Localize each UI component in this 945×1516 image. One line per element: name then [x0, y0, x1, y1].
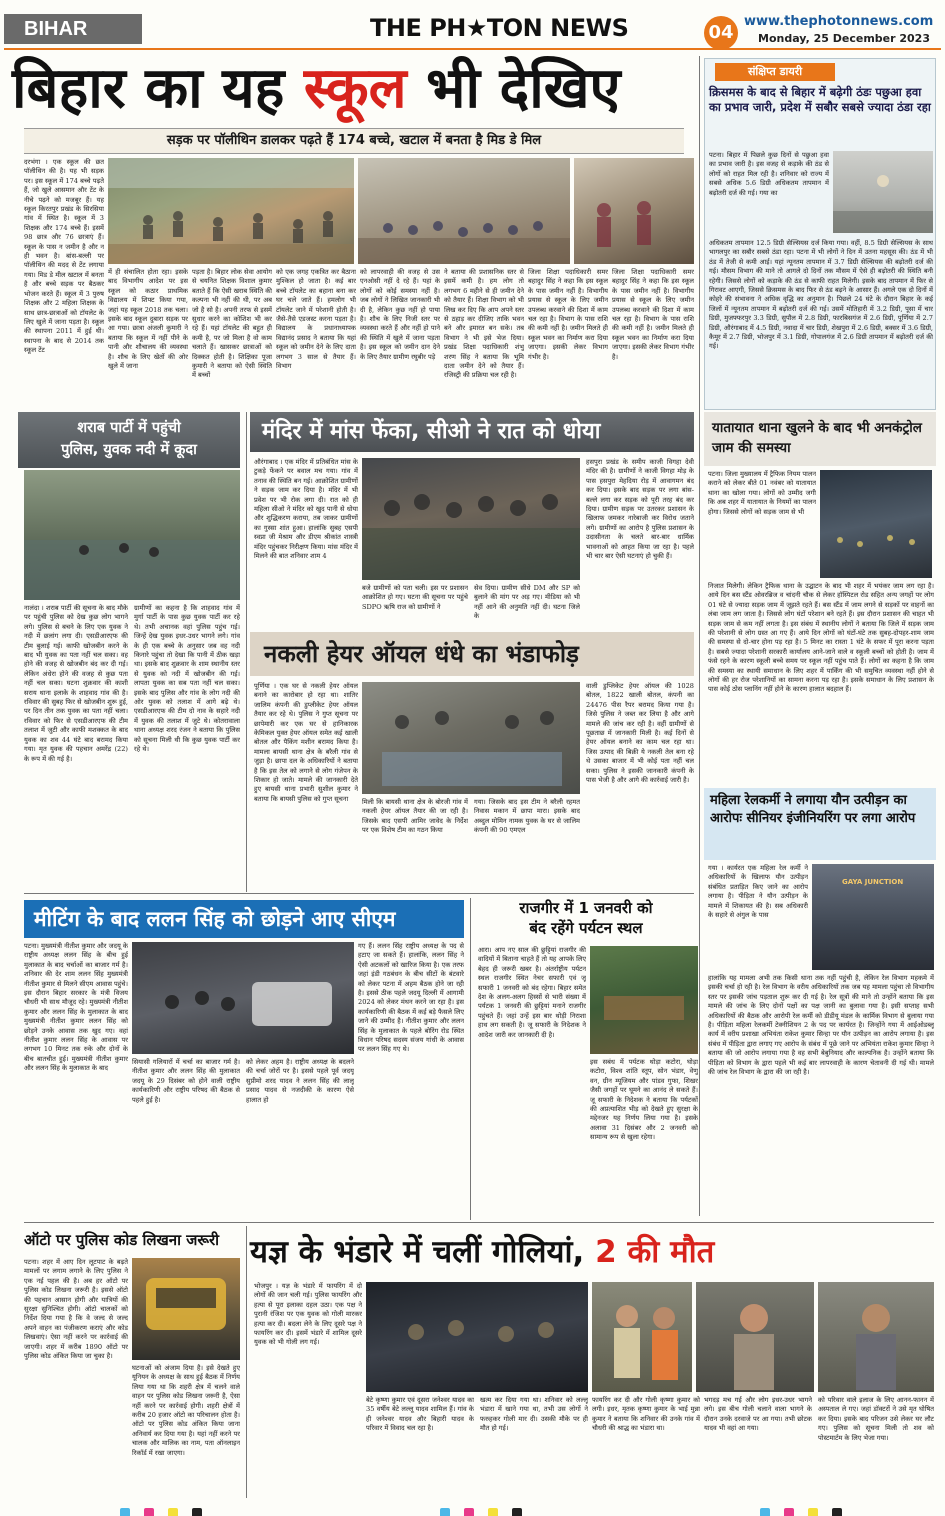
yagya-col4: फायरिंग कर दी और गोली कृष्णा कुमार को लगी। इधर, मृतक कृष्णा कुमार के भाई मुन्ना कुमार ने बताया कि शनिवार की उनके गांव में चौधरी की श्राद्ध का भंडारा था। — [592, 1396, 700, 1433]
black-swatch — [192, 1508, 202, 1516]
lalan-col1: पटना। मुख्यमंत्री नीतीश कुमार और जदयू के राष्ट्रीय अध्यक्ष ललन सिंह के बीच हुई मुलाकात के बाद चर्चाओं का बाजार गर्म है। शनिवार की देर शाम ललन सिंह मुख्यमंत्री नीतीश कुमार से मिलने सीएम आवास पहुंचे। इस दौरान बिहार सरकार के मंत्री विजय चौधरी भी साथ मौजूद रहे। मुख्यमंत्री नीतीश कुमार और ललन सिंह के मुलाकात के बाद मुख्यमंत्री नीतीश कुमार ललन सिंह को छोड़ने उनके आवास तक खुद गए। वहां नीतीश कुमार ललन सिंह के आवास पर लगभग 10 मिनट तक रुके और दोनों के बीच बातचीत हुई। मुख्यमंत्री नीतीश कुमार और ललन सिंह के मुलाकात के बाद — [24, 942, 128, 1073]
lalan-headline-box — [24, 900, 464, 938]
cm-convoy-photo-graphic — [132, 942, 354, 1054]
accused-photo-3-graphic — [818, 1282, 934, 1392]
column-rule-right — [699, 56, 700, 1216]
hair-oil-raid-photo-graphic — [362, 682, 580, 794]
row-rule — [24, 893, 694, 894]
issue-date: Monday, 25 December 2023 — [758, 32, 930, 45]
auto-col2: घटनाओं को अंजाम दिया है। इसे देखते हुए यूनियन के अध्यक्ष के साथ हुई बैठक में निर्णय लिया गया था कि शहरी क्षेत्र में चलने वाले वाहन पर पुलिस कोड लिखना जरूरी है, ऐसा नहीं करने पर कार्रवाई होगी। शहरी क्षेत्रों में करीब 20 हजार ऑटो का परिचालन होता है। ऑटो पर पुलिस कोड अंकित किया जाना अनिवार्य कर दिया गया है। यहां नहीं करने पर चालक और मालिक का नाम, पता ऑनलाइन रिकॉर्ड में रखा जाएगा। — [132, 1364, 240, 1457]
auto-headline: ऑटो पर पुलिस कोड लिखना जरूरी — [24, 1231, 220, 1249]
rajgir-col1: आरा। आप नए साल की छुट्टियां राजगीर की वादियों में बिताना चाहते हैं तो यह आपके लिए बेहद ही जरूरी खबर है। अंतर्राष्ट्रीय पर्यटन स्थल राजगीर स्थित नेचर सफारी एवं जू सफारी 1 जनवरी को बंद रहेगा। बिहार समेत देश के अलग-अलग हिस्सों से भारी संख्या में पर्यटक 1 जनवरी की छुट्टियां मनाने राजगीर पहुंचते हैं। जहां उन्हें इस बार थोड़ी निराशा हाथ लग सकती है। जू सफारी के निदेशक ने आदेश जारी कर जानकारी दी है। — [478, 946, 586, 1039]
rajgir-headline-box — [474, 898, 698, 942]
auto-rickshaw-photo — [132, 1258, 240, 1360]
print-registration-marks — [120, 1503, 216, 1516]
traffic-text-1: पटना। जिला मुख्यालय में ट्रैफिक नियम पालन कराने को लेकर बीते 01 नवंबर को यातायात थाना का खोला गया। लोगों को उम्मीद जगी कि अब शहर में यातायात के नियमों का पालन होगा। जिससे लोगों को सड़क जाम से भी — [708, 470, 816, 516]
rajgir-headline-line2: बंद रहेंगे पर्यटन स्थल — [529, 919, 643, 937]
diary-headline: क्रिसमस के बाद से बिहार में बढ़ेगी ठंडः पछुआ हवा का प्रभाव जारी, प्रदेश में सबौर सबसे ज्यादा ठंडा रहा — [709, 85, 931, 114]
mandir-headline: मंदिर में मांस फेंका, सीओ ने रात को धोया — [262, 419, 601, 444]
mandir-col3: सेव दिया। ग्रामीण सीधे DM और SP को बुलाने की मांग पर अड़ गए। मीडिया को भी नहीं आने की अनुमति नहीं दी। घटना जिले के — [474, 584, 580, 621]
rajgir-headline-line1: राजगीर में 1 जनवरी को — [519, 899, 653, 917]
magenta-swatch-3 — [784, 1508, 794, 1516]
river-photo-graphic — [24, 470, 240, 600]
mandir-headline-box — [250, 412, 694, 452]
auto-headline-box — [24, 1226, 240, 1254]
night-police-photo-graphic — [366, 1282, 588, 1392]
traffic-jam-photo-graphic — [820, 470, 932, 578]
lalan-col2: सियासी गलियारों में चर्चा का बाजार गर्म है। नीतीश कुमार और ललन सिंह की मुलाकात जदयू के 29 दिसंबर को होने वाली राष्ट्रीय कार्यकारिणी और राष्ट्रीय परिषद की बैठक से पहले हुई है। — [132, 1058, 240, 1104]
main-subhead-bar — [24, 128, 684, 154]
accused-photo-1 — [592, 1282, 692, 1392]
railway-headline: महिला रेलकर्मी ने लगाया यौन उत्पीड़न का आरोपः सीनियर इंजीनियरिंग पर लगा आरोप — [710, 793, 916, 826]
nature-safari-photo-graphic — [590, 946, 698, 1054]
black-swatch-3 — [832, 1508, 842, 1516]
yagya-headline-highlight: 2 की मौत — [595, 1234, 715, 1270]
gaya-junction-sign: GAYA JUNCTION — [842, 878, 904, 886]
row-rule-2 — [24, 1222, 934, 1223]
hair-oil-col2: मिली कि बायसी थाना क्षेत्र के बोरजी गांव में नकली हेयर ऑयल तैयार की जा रही है। जिसके बाद एसपी आमिर जावेद के निर्देश पर एक विशेष टीम का गठन किया — [362, 798, 468, 835]
hair-oil-raid-photo — [362, 682, 580, 794]
railway-text-2: हालांकि यह मामला अभी तक किसी थाना तक नहीं पहुंची है, लेकिन रेल विभाग महकमे में इसकी चर्चा हो रही है। रेल विभाग के वरीय अधिकारियों तक जब यह मामला पहुंचा तो विभागीय स्तर पर इसकी जांच पड़ताल शुरू कर दी गई है। रेल सूत्रों की माने तो उन्होंने बताया कि इस मामले की जांच के लिए दोनों पक्षों का पक्ष जानी का बुलावा गया है। इसी सप्ताह सभी अधिकारियों की बैठक और आरोपी रेल कर्मी को डीडीयू मंडल के कार्मिक विभाग से बुलाया गया है। पीड़िता महिला रेलकर्मी टेक्नीशियन 2 के पद पर कार्यरत है। जिन्होंने गया में आईओडब्लू कार्य में वरीय प्रशाखा अभियंता राकेश कुमार सिन्हा पर यौन उत्पीड़न का आरोप लगाया है। इस संबंध में पीड़िता द्वारा लगाए गए आरोप के संबंध में पूछे जाने पर अभियंता राकेश कुमार सिन्हा ने बताया की जो आरोप लगाया गया है वह सभी बेबुनियाद और काल्पनिक है। उन्होंने बताया कि पीड़िता को विभाग के द्वारा पहले भी कई बार लापरवाही के कारण चेतावनी दी गई थी। मामले की जांच रेल विभाग के द्वारा की जा रही है। — [708, 974, 934, 1077]
auto-rickshaw-photo-graphic — [132, 1258, 240, 1360]
main-headline-highlight: स्कूल — [303, 56, 407, 121]
yellow-swatch-3 — [808, 1508, 818, 1516]
traffic-headline: यातायात थाना खुलने के बाद भी अनकंट्रोल जाम की समस्या — [712, 420, 922, 456]
traffic-headline-box — [704, 412, 936, 466]
yagya-col5: भगदड़ मच गई और लोग इधर-उधर भागने लगे। इस बीच गोली चलाने वाला भागने के दौरान उनके दरवाजे पर आ गया। तभी छोटक यादव भी वहां आ गया। — [704, 1396, 812, 1433]
school-photo-2 — [358, 158, 570, 264]
accused-photo-2 — [696, 1282, 814, 1392]
sharab-headline-line1: शराब पार्टी में पहुंची — [77, 420, 181, 436]
header-rule — [4, 48, 941, 50]
diary-text-1: पटना। बिहार में पिछले कुछ दिनों से पछुआ हवा का प्रभाव जारी है। इस वजह से कड़ाके की ठंड से लोगों को राहत मिल रही है। शनिवार को राज्य में सबसे अधिक 5.6 डिग्री अधिकतम तापमान में बढ़ोतरी दर्ज की गई। गया का — [709, 151, 829, 197]
main-subhead: सड़क पर पॉलीथिन डालकर पढ़ते हैं 174 बच्चे, खटाल में बनता है मिड डे मिल — [166, 133, 542, 148]
sharab-headline-line2: पुलिस, युवक नदी में कूदा — [61, 442, 197, 458]
magenta-swatch-2 — [464, 1508, 474, 1516]
sharab-col2: ग्रामीणों का कहना है कि शाहवाद गांव में मुर्गा पार्टी के पास कुछ युवक पार्टी कर रहे थे। तभी अचानक वहां पुलिस पहुंच गई। जिन्हें देख युवक इधर-उधर भागने लगे। गांव के ही एक बच्चे के अनुसार जब वह नदी किनारे पहुंचा तो देखा कि पानी में ठीक खड़ा था। इसके बाद शुक्रवार के शाम स्थानीय स्तर से युवक को नदी में खोजबीन की गई। लापता युवक का सब पता नहीं चल सका। इसके बाद पुलिस और गांव के लोग नदी की ओर युवक को तलाश में आगे बढ़े थे। एसडीआरएफ की टीम दो नाव के सहारे नदी में युवक की तलाश में जुटे थे। कोतरावाला थाना अध्यक्ष शरद रंजन ने बताया कि पुलिस को सूचना मिली थी कि कुछ युवक पार्टी कर रहे थे। — [134, 604, 240, 754]
main-story-col3: पड़ता है। बिहार लोक सेवा आयोग से चयनित शिक्षक विशाल कुमार बताते हैं कि ऐसी खराब स्थिति की कल्पना भी नहीं की थी, पर अब जो है सो है। अपनी तरफ से इसमें सुधार करने का कोशिश भी कर रहे हैं। यहां टॉयलेट की बहुत ही कमी है, पर जो मिला है वो काम चलाते हैं। खासकर छात्राओं को दिक्कत होती है। शिक्षिका पूजा कुमारी ने बताया को ऐसी स्थिति में बच्चों — [192, 268, 272, 380]
main-story-col6: ने बताया की प्रशासनिक स्तर से इसमें कमी है। हम लोग तो लगभग 6 महीने से ही जमीन देने को तैयार हैं। शिक्षा विभाग को भी लिख कर दिए कि आप अपने स्तर से ठहाड़ कर दीजिए ताकि भवन बने और इमारत बन सके। तब विभाग ने भी इसे भेज दिया। प्रखंड शिक्षा पदाधिकारी शंभु शरण सिंह ने बताया कि भूमि दाता जमीन देने को तैयार हैं। रजिस्ट्री की प्रक्रिया चल रही है। — [444, 268, 524, 380]
river-photo — [24, 470, 240, 600]
newspaper-logo: THE PH★TON NEWS — [370, 14, 629, 42]
yagya-col2: बेटे कृष्णा कुमार एवं दूसरा जनेश्वर यादव का 35 वर्षीय बेटे लल्लू यादव शामिल हैं। गांव के ही जनेश्वर यादव और बिहारी यादव के परिवार में विवाद चल रहा है। — [366, 1396, 474, 1433]
main-story-col1: दरभंगा । एक स्कूल की छत पॉलीथिन की है। यह भी सड़क पर। इस स्कूल में 174 बच्चे पढ़ते हैं, जो खुले आसमान और टेंट के नीचे पढ़ने को मजबूर हैं। यह स्कूल किरतपुर प्रखंड के सिरसिया गांव में स्थित है। स्कूल में 3 शिक्षक और 174 बच्चे हैं। इसमें 98 छात्र और 76 छात्राएं हैं। स्कूल के पास न जमीन है और न ही भवन है। बांस-बल्ली पर पॉलीथिन की मदद से टेंट लगाया गया। मिड डे मील खटाल में बनता है और बच्चे सड़क पर बैठकर भोजन करते हैं। स्कूल में 3 पुरुष शिक्षक और 2 महिला शिक्षक के साथ छात्र-छात्राओं को टॉयलेट के लिए खुले में जाना पड़ता है। स्कूल की स्थापना 2011 में हुई थी। स्थापना के बाद से 2014 तक स्कूल टेंट — [24, 158, 104, 355]
rajgir-col2: इस सबंध में पर्यटक थोड़ा कटोरा, घोड़ा कटोरा, विश्व शांति स्तूप, सोन भंडार, वेणु वन, ग्रीन म्यूजियम और पांडव गुफा, शिखर जैसी जगहों पर घूमने का आनंद ले सकते हैं। जू सफारी के निदेशक ने बताया कि पर्यटकों की अप्रत्याशित भीड़ को देखते हुए सुरक्षा के मद्देनजर यह निर्णय लिया गया है। इसके अलावा 31 दिसंबर और 2 जनवरी को सामान्य रूप से खुला रहेगा। — [590, 1058, 698, 1142]
school-photo-1 — [108, 158, 354, 264]
accused-photo-3 — [818, 1282, 934, 1392]
page-number-badge: 04 — [704, 16, 738, 50]
cyan-swatch-3 — [760, 1508, 770, 1516]
magenta-swatch — [144, 1508, 154, 1516]
main-story-col7: जिला शिक्षा पदाधिकारी समर बहादुर सिंह ने कहा कि इस स्कूल के पास जमीन नहीं है। विभागीय प्रयास से स्कूल के लिए जमीन उपलब्ध करवाने की दिशा में काम चल रहा है। विभाग के पास राशि की कमी नहीं है। जमीन मिलते ही स्कूल भवन का निर्माण करा दिया जाएगा। इसकी लेकर विभाग गंभीर है। — [528, 268, 608, 361]
masthead — [0, 0, 945, 52]
temple-crowd-photo — [362, 458, 580, 580]
temple-crowd-photo-graphic — [362, 458, 580, 580]
yagya-headline-part1: यज्ञ के भंडारे में चलीं गोलियां, — [250, 1234, 596, 1270]
gaya-junction-photo — [812, 864, 934, 970]
yagya-col1: भोजपुर । यज्ञ के भंडारे में फायरिंग में दो लोगों की जान चली गई। पुलिस फायरिंग और हत्या से पूरा इलाका दहल उठा। एक पक्ष ने पुरानी रंजिश पर एक युवक को गोली मारकर हत्या कर दी। बदला लेने के लिए दूसरे पक्ष ने फायरिंग कर दी। इसमें भंडारे में शामिल दूसरे युवक को भी गोली लग गई। — [254, 1282, 362, 1347]
column-rule-bottom — [246, 1226, 247, 1498]
mandir-col2: बजे ग्रामीणों को पता चली। इस पर प्रशासन आक्रोशित हो गए। घटना की सूचना पर पहुंचे SDPO ऋषि राज को ग्रामीणों ने — [362, 584, 468, 611]
railway-text-1: गया । कार्यरत एक महिला रेल कर्मी ने अधिकारियों के खिलाफ यौन उत्पीड़न संबंधित प्रताड़ित किए जाने का आरोप लगाया है। पीड़िता ने यौन उत्पीड़न के मामले में शिकायत की है। सब अधिकारी के सहारे से अंगुल के पास — [708, 864, 808, 920]
cyan-swatch-2 — [440, 1508, 450, 1516]
main-headline-part3: भी देखिए — [406, 56, 621, 121]
yellow-swatch-2 — [488, 1508, 498, 1516]
yellow-swatch — [168, 1508, 178, 1516]
mandir-col4: हसपुरा प्रखंड के समीप काजी विगहा देवी मंदिर की है। ग्रामीणों ने काजी विगहा मोड़ के पास हसपुरा मेहदिया रोड़ में आवागमन बंद कर दिया। इसके बाद सड़क पर लगा बांस-बल्ले लगा कर सड़क को पूरी तरह बंद कर दिया। ग्रामीण सड़क पर उतरकर प्रशासन के खिलाफ जमकर नारेबाजी कर विरोध जताने लगे। ग्रामीणों का आरोप है पुलिस प्रशासन के उदासीनता के चलते बार-बार धार्मिक भावनाओं को आहत किया जा रहा है। पहले भी चार बार ऐसी घटनाएं हो चुकी हैं। — [586, 458, 694, 561]
yagya-col3: खत्म कर दिया गया था। शनिवार को लल्लू भंडारा में खाने गया था, तभी उस लोगों ने फरुहकर गोली मार दी। उसकी मौके पर ही मौत हो गई। — [480, 1396, 588, 1433]
main-story-col5: को लापरवाही की वजह से उस एनओसी नहीं दे रहे हैं। यहां के लोगों को कोई समस्या नहीं है। जब लोगों ने लिखित जानकारी भी दी है, लेकिन कुछ नहीं हो पाया है। शौच के लिए निजी स्तर पर व्यवस्था करते हैं और नहीं हो पाने की स्थिति में खुले में जाना पड़ता है। इस स्कूल को जमीन दान देने के लिए तैयार ग्रामीण रघुबीर पड़े — [360, 268, 440, 361]
auto-col1: पटना। शहर में आए दिन लूटपाट के बढ़ते मामलों पर लगाम लगाने के लिए पुलिस ने एक नई पहल की है। अब हर ऑटो पर पुलिस कोड लिखना जरूरी है। इससे ऑटो की पहचान आसान होगी और यात्रियों की सुरक्षा सुनिश्चित होगी। ऑटो चालकों को निर्देश दिया गया है कि वे जल्द से जल्द अपने वाहन का पंजीकरण कराएं और कोड लिखवाएं। ऐसा नहीं करने पर कार्रवाई की जाएगी। शहर में करीब 1890 ऑटो पर पुलिस कोड अंकित किया जा चुका है। — [24, 1258, 128, 1361]
column-rule-mid — [470, 898, 471, 1220]
main-headline — [12, 52, 702, 130]
print-registration-marks-2 — [440, 1503, 536, 1516]
yagya-col6: को परिवार वाले इलाज के लिए आनन-फानन में अस्पताल ले गए। जहां डॉक्टरों ने उसे मृत घोषित कर दिया। इसके बाद परिजन उसे लेकर घर लौट गए। पुलिस को सूचना मिली तो शव को पोस्टमार्टम के लिए भेजा गया। — [818, 1396, 934, 1442]
main-story-col4: को एक जगह एकत्रित कर बैठाना मुश्किल हो जाता है। कई बार बच्चे टॉयलेट का बहाना बना कर घर चले जाते हैं। हमलोग भी टॉयलेट जाने में परेशानी होती है। जैसे-तैसे एडजस्ट करना पड़ता है। विद्यालय के प्रधानाध्यापक विद्यानंद प्रसाद ने बताया कि यहां स्कूल को जमीन देने के लिए दाता लगभग 3 साल से तैयार हैं। विभाग — [276, 268, 356, 371]
hair-oil-headline-box — [250, 632, 694, 676]
cm-convoy-photo — [132, 942, 354, 1054]
traffic-jam-photo — [820, 470, 932, 578]
black-swatch-2 — [512, 1508, 522, 1516]
cyan-swatch — [120, 1508, 130, 1516]
diary-box — [704, 58, 936, 410]
diary-text-2: अधिकतम तापमान 12.5 डिग्री सेल्सियस दर्ज किया गया। वहीं, 8.5 डिग्री सेल्सियस के साथ भागलपुर का सबौर सबसे ठंडा रहा। पटना में भी लोगों ने दिन में उतना महसूस की। ठंड में भी ठंड में तेजी से कमी आई। यहां न्यूनतम तापमान में 3.7 डिग्री सेल्सियस की बढ़ोतरी दर्ज की गई। मौसम विभाग की माने तो आगले दो दिनों तक मौसम में ऐसे ही बढ़ोतरी की स्थिति बनी रहेगी। जिससे लोगों को कड़ाके की ठंड से काफी राहत मिलेगी। इसके बाद तापमान में फिर से गिरावट आएगी, जिससे क्रिसमस के बाद फिर से ठंड बढ़ने के आसार हैं। अगले एक दो दिनों में कोहरे की संभावना ने अधिक वृद्धि का अनुमान है। पिछले 24 घंटे के दौरान बिहार के कई जिलों में न्यूनतम तापमान में बढ़ोतरी दर्ज की गई। उसमें मोतिहारी में 3.2 डिग्री, पूसा में चार डिग्री, मुजफ्फरपुर 3.3 डिग्री, सुपौल में 2.8 डिग्री, फारबिसगंज में 2.6 डिग्री, पूर्णिया में 2.7 डिग्री, औरंगाबाद में 4.5 डिग्री, नवादा में चार डिग्री, शेखपुरा में 2.6 डिग्री, बक्सर में 3.6 डिग्री, कैमूर में 2.7 डिग्री, भोजपुर में 3.1 डिग्री, गोपालगंज में 2.6 डिग्री तापमान में बढ़ोतरी दर्ज की गई। — [709, 239, 933, 351]
school-photo-1-graphic — [108, 158, 354, 264]
print-registration-marks-3 — [760, 1503, 856, 1516]
hair-oil-col4: वाली डुप्लिकेट हेयर ऑयल की 1028 बोतल, 1822 खाली बोतल, कंपनी का 24476 पीस रैपर बरामद किया गया है। जिसे पुलिस ने जब्त कर लिया है और आगे मामले की जांच कर रही है। वहीं ग्रामीणों से पूछताछ में जानकारी मिली है। कई दिनों से हेयर ऑयल बनाने का काम चल रहा था। जिस उत्पाद की बिक्री ये नकली तेल बना रहे थे उसका बाजार में भी कोई पता नहीं चल सका। पुलिस ने इसकी जानकारी कंपनी के पास भेजी है और आगे की कार्रवाई जारी है। — [586, 682, 694, 785]
main-headline-part1: बिहार का यह — [12, 56, 304, 121]
fog-photo — [833, 151, 933, 233]
hair-oil-headline: नकली हेयर ऑयल धंधे का भंडाफोड़ — [264, 640, 579, 668]
railway-headline-box — [704, 788, 936, 860]
section-label: BIHAR — [24, 18, 88, 40]
accused-photo-2-graphic — [696, 1282, 814, 1392]
fog-photo-graphic — [833, 151, 933, 233]
nature-safari-photo — [590, 946, 698, 1054]
accused-photo-1-graphic — [592, 1282, 692, 1392]
column-rule — [246, 412, 247, 892]
main-story-col2: में ही संचालित होता रहा। इसके बाद विभागीय आदेश पर इस स्कूल को कठार प्राथमिक विद्यालय में शिफ्ट किया गया, जहां यह स्कूल 2018 तक चला। इसके बाद स्कूल दुबारा सड़क पर आ गया। छात्रा अंजली कुमारी ने बताया कि स्कूल में नहीं पीने के पानी और शौचालय की व्यवस्था है। शौच के लिए खेतों की ओर खुले में जाना — [108, 268, 188, 371]
sharab-col1: नालंदा । शराब पार्टी की सूचना के बाद मौके पर पहुंची पुलिस को देख कुछ लोग भागने लगे। पुलिस से बचने के लिए एक युवक ने नदी में छलांग लगा दी। एसडीआरएफ की टीम बुलाई गई। काफी खोजबीन करने के बाद भी युवक का पता नहीं चल सका। वह होने की वजह से खोजबीन बंद कर दी गई। लेकिन अंधेरा होने की वजह से कुछ पता नहीं चल सका। घटना शुक्रवार की काशी सराय थाना इलाके के शाहवाद गांव की है। रविवार की सुबह फिर से खोजबीन शुरू हुई, पर दिन तीन तक युवक का पता नहीं चला। रविवार को फिर से एसडीआरएफ की टीम तलाश में जुटी और काफी मशक्कत के बाद युवक का शव 44 घंटे बाद बरामद किया गया। मृत युवक की पहचान अमरेंद्र (22) के रूप में की गई है। — [24, 604, 128, 763]
lalan-headline: मीटिंग के बाद ललन सिंह को छोड़ने आए सीएम — [34, 907, 396, 931]
yagya-col6-top — [818, 1258, 934, 1278]
website-link[interactable]: www.thephotonnews.com — [744, 14, 934, 29]
night-police-photo — [366, 1282, 588, 1392]
main-story-col8: जिला शिक्षा पदाधिकारी समर बहादुर सिंह ने कहा कि इस स्कूल के पास जमीन नहीं है। विभागीय प्रयास से स्कूल के लिए जमीन उपलब्ध करवाने की दिशा में काम चल रहा है। विभाग के पास राशि की कमी नहीं है। जमीन मिलते ही स्कूल भवन का निर्माण करा दिया जाएगा। इसकी लेकर विभाग गंभीर है। — [612, 268, 694, 361]
sharab-headline-box — [18, 412, 240, 468]
hair-oil-col1: पूर्णिया । एक घर से नकली हेयर ऑयल बनाने का कारोबार हो रहा था। शातिर जालिम कंपनी की डुप्लीकेट हेयर ऑयल तैयार कर रहे थे। पुलिस ने गुप्त सूचना पर छापेमारी कर एक घर से हानिकारक केमिकल युक्त हेयर ऑयल समेत कई खाली बोतल और पैकिंग मशीन बरामद किया है। मामला बायसी थाना क्षेत्र के बरैली गांव से जुड़ा है। छापा दल के अधिकारियों ने बताया है कि इस तेल को लगाने से लोग गंजेपन के शिकार हो जाते। मामले की जानकारी देते हुए बायसी थाना प्रभारी सुशील कुमार ने बताया कि बायसी पुलिस को गुप्त सूचना — [254, 682, 358, 803]
school-photo-2-graphic — [358, 158, 570, 264]
school-photo-3-graphic — [574, 158, 694, 264]
lalan-col3: को लेकर अहम है। राष्ट्रीय अध्यक्ष के बदलने की चर्चा जोरों पर है। इससे पहले पूर्व जदयू सुप्रीमो शरद यादव ने ललन सिंह की लालू प्रसाद यादव से नजदीकी के कारण ऐसे हालात हो — [246, 1058, 354, 1104]
lalan-col4: गए हैं। ललन सिंह राष्ट्रीय अध्यक्ष के पद से हटाए जा सकते हैं। हालांकि, ललन सिंह ने ऐसी अटकलों को खारिज किया है। एक तरफ जहां इंडी गठबंधन के बीच सीटों के बंटवारे को लेकर पटना में अहम बैठक होने जा रही है। इससे ठीक पहले जदयू दिल्ली में आगामी 2024 को लेकर मंथन करने जा रहा है। इस कार्यकारिणी की बैठक में कई बड़े फैसले लिए जाने की उम्मीद है। नीतीश कुमार और ललन सिंह के मुलाकात के पहले बोरिंग रोड स्थित विधान परिषद सदस्य संजय गांधी के आवास पर ललन सिंह गए थे। — [358, 942, 464, 1054]
hair-oil-col3: गया। जिसके बाद इस टीम ने बरैली रहमत निवास मकान में छापा मारा। इसके बाद अब्दुल मोमिन नामक युवक के घर से जालिम कंपनी की 90 एमएल — [474, 798, 580, 835]
section-tab — [4, 14, 142, 44]
school-photo-3 — [574, 158, 694, 264]
traffic-text-2: निजात मिलेगी। लेकिन ट्रैफिक थाना के उद्घाटन के बाद भी शहर में भयंकर जाम लग रहा है। आये दिन बस स्टैंड ओवरब्रिज व चांदनी चौक से लेकर हॉस्पिटल रोड सहित अन्य जगहों पर लोग 01 घंटे से ज्यादा सड़क जाम में जूझते रहते हैं। बस स्टैंड में जाम लगने से सड़कों पर वाहनों का लंबा जाम लग जाता है। जिससे लोग घंटों परेशान बने रहते हैं। इस दौरान प्रशासन की चाहत भी सड़क जाम से कम नहीं लगता है। इस संबंध में स्थानीय लोगों ने बताया कि जिले में सड़क जाम की परेशानी से लोग ग्रस्त आ गए हैं। आये दिन लोगों को घंटों-घंटे तक सुबह-दोपहर-शाम जाम की समस्या से दो-चार होना पड़ रहा है। 5 मिनट का रास्ता 1 घंटे के सफर में पूरा करना पड़ता है। सबसे ज्यादा परेशानी सरकारी कार्यालय आने-जाने वाले व स्कूली बच्चों को होती है। जाम में फंसे रहने के कारण स्कूली बच्चे समय पर स्कूल नहीं पहुंच पाते हैं। लोगों का कहना है कि जाम की समस्या का स्थायी समाधान के लिए शहर में पार्किंग की भी समुचित व्यवस्था नहीं होने से लोगों की हर रोज परेशानियों का सामना करना पड़ रहा है। इसके समाधान के लिए प्रशासन के पास कोई ठोस प्लानिंग नहीं होने के कारण हालात बदहाल हैं। — [708, 582, 934, 694]
mandir-col1: औरंगाबाद । एक मंदिर में प्रतिबंधित मांस के टुकड़े फेंकने पर बवाल मच गया। गांव में तनाव की स्थिति बन गई। आक्रोशित ग्रामीणों ने सड़क जाम कर दिया है। मंदिर में भी प्रवेश पर भी रोक लगा दी। रात को ही महिला सीओ ने मंदिर को खुद पानी से धोया और शुद्धिकरण कराया, तब जाकर ग्रामीणों का गुस्सा शांत हुआ। हालांकि सुबह एसपी स्वप्ना जी मेश्राम और डीएम श्रीकांत शास्त्री मंदिर पहुंचकर निरीक्षण किया। मांस मंदिर में मिलने की बात शनिवार शाम 4 — [254, 458, 358, 561]
diary-title: संक्षिप्त डायरी — [715, 63, 835, 81]
